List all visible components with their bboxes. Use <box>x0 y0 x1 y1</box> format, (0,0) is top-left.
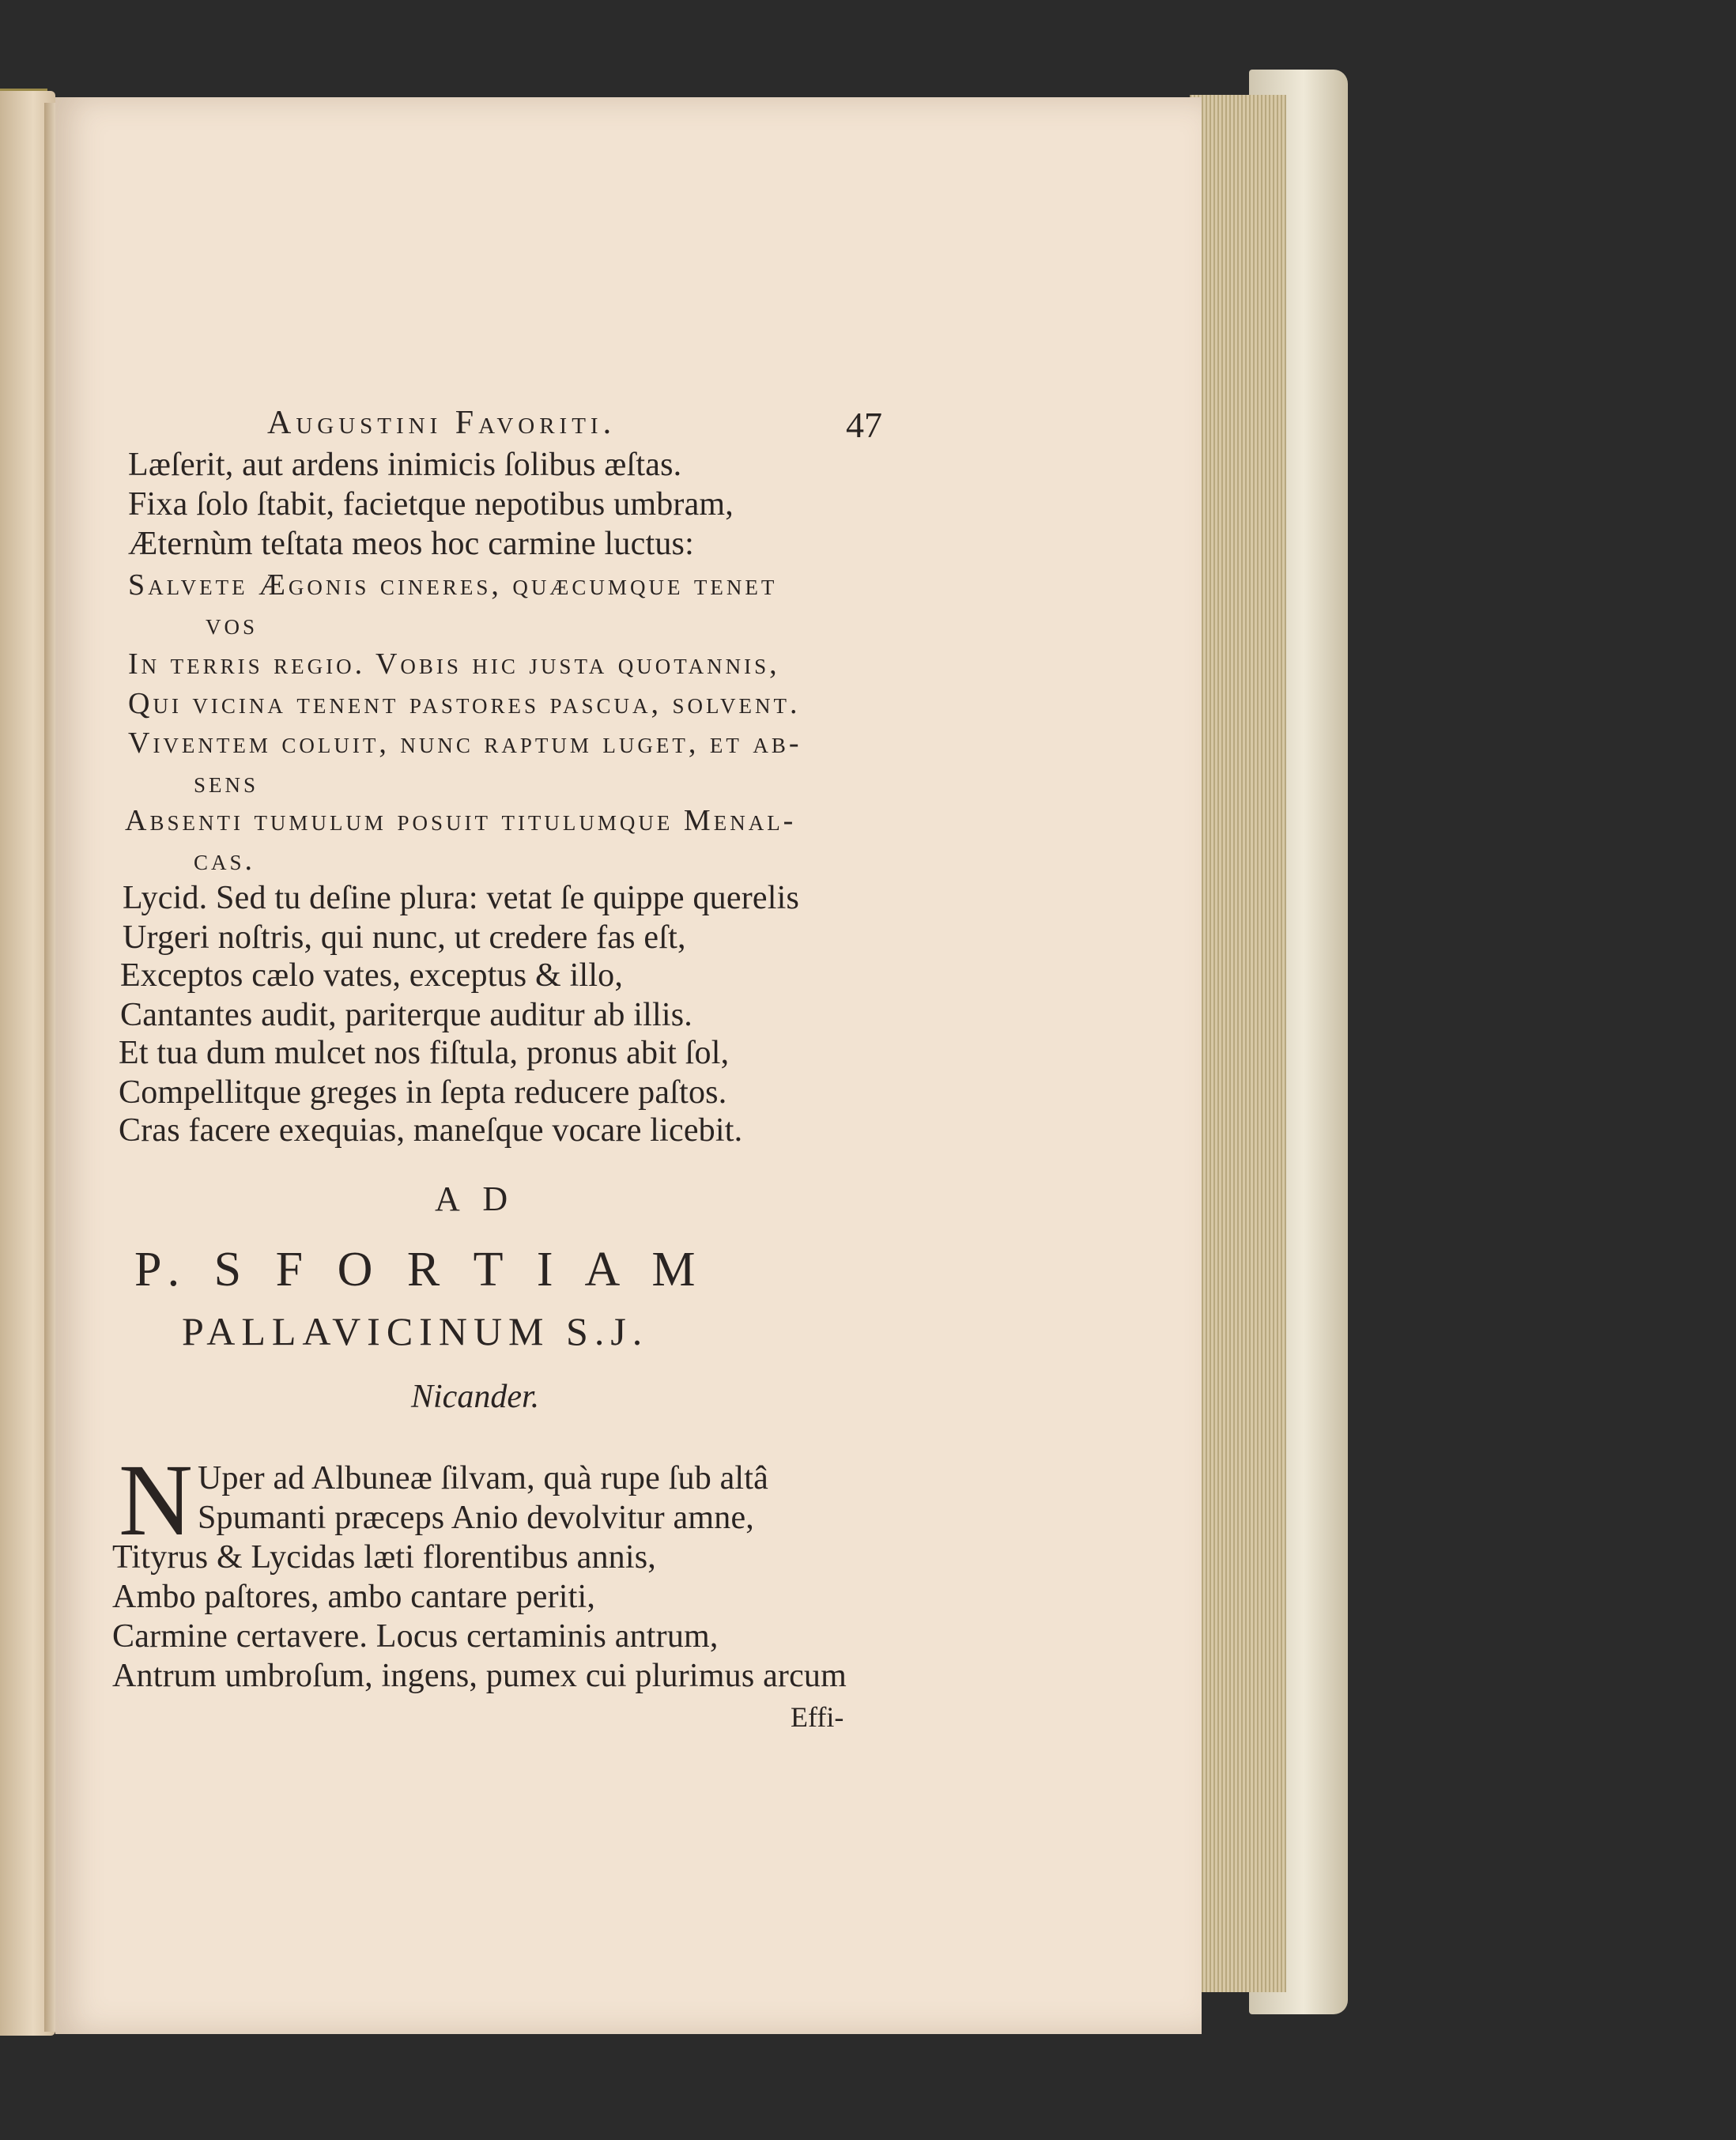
verse-line: In terris regio. Vobis hic justa quotannis, <box>128 647 780 681</box>
verse-line: Compellitque greges in ſepta reducere paſtos. <box>119 1074 727 1111</box>
verse-line: Cras facere exequias, maneſque vocare licebit. <box>119 1112 743 1149</box>
verse-line: Et tua dum mulcet nos fiſtula, pronus abit ſol, <box>119 1035 730 1071</box>
verse-line: Salvete Ægonis cineres, quæcumque tenet <box>128 568 778 602</box>
verse-line: Urgeri noſtris, qui nunc, ut credere fas eſt, <box>123 919 686 956</box>
verse-line: Lycid. Sed tu deſine plura: vetat ſe quippe querelis <box>123 880 799 916</box>
verse-line: Viventem coluit, nunc raptum luget, et ab- <box>128 727 802 760</box>
verse-line: Qui vicina tenent pastores pascua, solvent. <box>128 687 801 720</box>
poem-line: Spumanti præceps Anio devolvitur amne, <box>198 1500 755 1536</box>
drop-cap: N <box>119 1444 193 1557</box>
verse-line: Fixa ſolo ſtabit, facietque nepotibus umbram, <box>128 486 734 523</box>
verse-line: Absenti tumulum posuit titulumque Menal- <box>125 804 797 837</box>
page-number: 47 <box>846 405 882 445</box>
book-page <box>55 97 1202 2034</box>
verse-line: Æternùm teſtata meos hoc carmine luctus: <box>128 526 694 562</box>
verse-line: vos <box>206 608 259 641</box>
verse-line: Cantantes audit, pariterque auditur ab illis. <box>120 997 693 1033</box>
heading-surname: PALLAVICINUM S.J. <box>182 1309 649 1353</box>
poem-line: Ambo paſtores, ambo cantare periti, <box>112 1579 596 1615</box>
poem-line: Uper ad Albuneæ ſilvam, quà rupe ſub altâ <box>198 1460 769 1496</box>
poem-line: Tityrus & Lycidas læti florentibus annis, <box>112 1539 656 1576</box>
verse-line: Læſerit, aut ardens inimicis ſolibus æſtas. <box>128 447 682 483</box>
poem-line: Carmine certavere. Locus certaminis antrum, <box>112 1618 719 1655</box>
heading-name: P. S F O R T I A M <box>134 1243 707 1296</box>
verse-line: cas. <box>194 844 256 877</box>
page-text <box>55 97 1202 2034</box>
speaker-name: Nicander. <box>411 1379 540 1415</box>
catchword: Effi- <box>791 1701 844 1733</box>
running-header: Augustini Favoriti. <box>267 405 617 441</box>
verse-line: Exceptos cælo vates, exceptus & illo, <box>120 957 624 994</box>
verse-line: sens <box>194 766 259 799</box>
heading-ad: A D <box>435 1179 516 1218</box>
page-stack-edge <box>1190 95 1286 1992</box>
poem-line: Antrum umbroſum, ingens, pumex cui plurimus arcum <box>112 1658 847 1694</box>
